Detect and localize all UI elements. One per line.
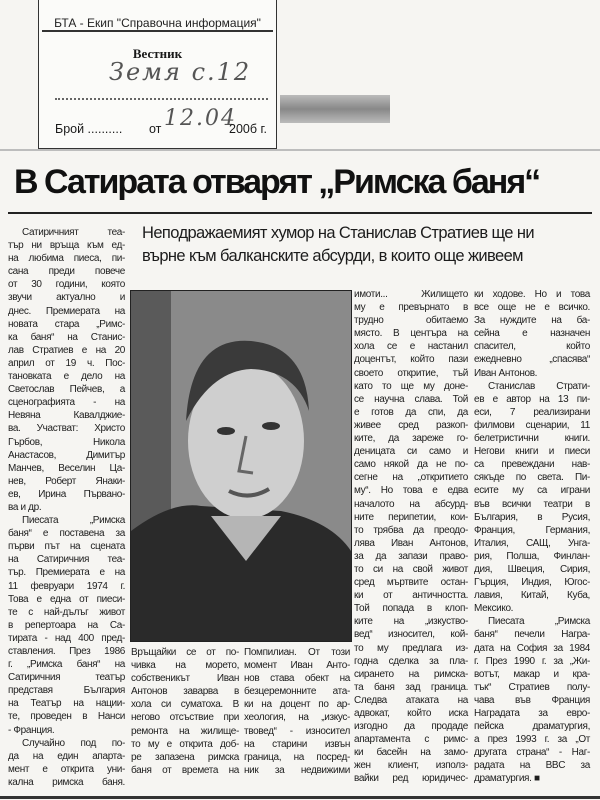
text-line: Случайно под по-	[22, 737, 125, 749]
text-line: Италия, САЩ, Унга-	[474, 537, 590, 549]
text-line: лява Иван Антонов,	[354, 537, 468, 549]
article-column-1	[8, 226, 125, 789]
text-line: ки ходове. Но и това	[474, 289, 590, 300]
text-line: ев, Ирина Първано-	[8, 488, 125, 500]
text-line: да на един апарта-	[8, 750, 125, 762]
text-line: Негови книги и пиеси	[474, 446, 590, 458]
text-line: тановката е дело на	[8, 371, 125, 383]
text-line: от 30 години, която	[8, 279, 125, 291]
text-line: тирата - над 400 пред-	[8, 632, 125, 644]
text-line: рия, Полша, Финлан-	[474, 550, 590, 562]
text-line: те, проведен в Нанси	[8, 711, 125, 723]
subtitle-line: Неподражаемият хумор на Станислав Стратиев ще ни	[142, 224, 534, 242]
text-line: ка баня“ на Станис-	[8, 331, 125, 343]
text-line: тър. Премиерата е на	[8, 567, 125, 579]
text-line: хола си суматоха. В	[131, 699, 239, 711]
text-line: негово отсъствие при	[131, 712, 239, 724]
text-line: то му предлага из-	[354, 642, 468, 654]
text-line: Невяна Кавалджие-	[8, 410, 125, 422]
stamp-newspaper-handwritten: Земя с.12	[109, 58, 252, 86]
text-line: еси, 7 реализирани	[474, 406, 590, 418]
text-line: чава във Франция	[474, 694, 590, 706]
text-line: във всички театри в	[474, 498, 590, 510]
text-line: ките, да зареже го-	[354, 433, 468, 445]
text-line: началото на абсурд-	[354, 498, 468, 510]
text-line: апартамента с римс-	[354, 734, 468, 746]
bta-stamp	[38, 0, 277, 149]
author-photo	[130, 290, 352, 642]
text-line: лав Стратиев е на 20	[8, 344, 125, 356]
text-line: г. През 1990 г. за „Жи-	[474, 655, 590, 667]
text-line: дия, Швеция, Сирия,	[474, 563, 590, 575]
text-line: г. „Римска баня“ на	[8, 659, 125, 671]
text-line: ва и др.	[8, 501, 42, 513]
text-line: днес. Премиерата на	[8, 305, 125, 317]
text-line: те с най-дълъг живот	[8, 606, 125, 618]
text-line: ките на „изкуство-	[354, 616, 468, 628]
text-line: другата страна“ - Наг-	[474, 747, 590, 759]
text-line: сред мъртвите остан-	[354, 577, 468, 589]
text-line: ставления. През 1986	[8, 646, 125, 657]
article-headline: В Сатирата отварят „Римска баня“	[14, 163, 540, 201]
stamp-date-handwritten: 12.04	[164, 106, 237, 131]
text-line: като то ще му доне-	[354, 380, 468, 392]
stamp-newspaper-label: Вестник	[132, 46, 183, 61]
text-line: годна сделка за пла-	[354, 655, 468, 667]
text-line: Пиесата „Римска	[22, 515, 125, 527]
text-line: изгодно да продаде	[354, 721, 468, 733]
text-line: нев, Роберт Янаки-	[8, 475, 125, 487]
text-line: на любима пиеса, пи-	[8, 253, 125, 265]
text-line: е готов да спи, да	[354, 406, 468, 418]
text-line: на Театър на нации-	[8, 698, 125, 710]
text-line: Станислав Страти-	[488, 380, 590, 392]
text-line: сана преди повече	[8, 266, 125, 278]
text-line: баня“ печели Награ-	[474, 629, 590, 641]
text-line: Сатиричният теа-	[22, 227, 125, 238]
text-line: представя България	[8, 685, 125, 697]
text-line: Наградата за евро-	[474, 708, 590, 719]
text-line: тък“ Стратиев полу-	[474, 681, 590, 693]
text-line: За нуждите на ба-	[474, 315, 590, 327]
text-line: момент Иван Анто-	[244, 660, 350, 672]
text-line: - Франция.	[8, 724, 55, 736]
text-line: Антонов заварва в	[131, 686, 239, 698]
text-line: новата стара „Римс-	[8, 318, 125, 330]
text-line: сценографията - на	[8, 397, 125, 409]
text-line: твовед“ - износител	[244, 725, 350, 737]
text-line: в репертоара на Са-	[8, 619, 125, 631]
text-line: Връщайки се от по-	[131, 647, 239, 658]
text-line: Иван Антонов.	[474, 367, 538, 379]
text-line: баня от времета на	[131, 764, 239, 776]
text-line: та баня зад граница.	[354, 681, 468, 693]
text-line: белетристични книги.	[474, 433, 590, 445]
text-line: чивка на морето,	[131, 660, 239, 672]
text-line: Светослав Пейчев, а	[8, 384, 125, 396]
text-line: му“. Но това е едва	[354, 485, 468, 497]
stamp-year: 200б г.	[229, 122, 267, 136]
text-line: хола се е настанил	[354, 341, 468, 353]
text-line: ремонта на жилище-	[131, 725, 239, 737]
text-line: Сатиричния театър	[8, 672, 125, 684]
article-column-3	[244, 646, 350, 777]
text-line: ки басейн на замо-	[354, 747, 468, 759]
text-line: своето откритие, тъй	[354, 367, 468, 379]
text-line: ва. Участват: Христо	[8, 423, 125, 435]
text-line: тър ни връща към ед-	[8, 240, 125, 252]
text-line: Пиесата „Римска	[488, 616, 590, 628]
text-line: баня“ е поставена за	[8, 528, 125, 540]
text-line: Помпилиан. От този	[244, 647, 350, 658]
stamp-divider	[42, 30, 273, 32]
text-line: на старини извън	[244, 738, 350, 750]
text-line: хеология, на „изкус-	[244, 712, 350, 724]
text-line: Франция, Германия,	[474, 524, 590, 536]
stamp-header: БТА - Екип "Справочна информация"	[54, 16, 261, 30]
text-line: то трябва да преодо-	[354, 524, 468, 536]
text-line: филмови сценарии, 11	[474, 419, 590, 431]
article-subtitle	[142, 222, 592, 268]
text-line: ки от античността.	[354, 590, 468, 602]
text-line: ник за недвижими	[244, 764, 350, 776]
text-line: Мексико.	[474, 603, 514, 615]
text-line: жен клиент, използ-	[354, 760, 468, 772]
text-line: място. В центъра на	[354, 328, 468, 340]
text-line: Следва атаката на	[354, 694, 468, 706]
text-line: са превеждани нав-	[474, 459, 590, 471]
text-line: собственикът Иван	[131, 673, 239, 685]
text-line: граница, на посред-	[244, 751, 350, 763]
text-line: Манчев, Веселин Ца-	[8, 462, 125, 474]
text-line: все още не е всичко.	[474, 302, 590, 314]
stamp-dotted-line	[55, 98, 268, 100]
text-line: дата на София за 1984	[474, 642, 590, 654]
text-line: ежедневно „спасява“	[474, 354, 590, 366]
text-line: само някой да не по-	[354, 459, 468, 471]
text-line: имоти... Жилището	[354, 289, 468, 300]
text-line: сейна е назначен	[474, 328, 590, 340]
text-line: ев е автор на 13 пи-	[474, 393, 590, 405]
text-line: то си на свой живот	[354, 563, 468, 575]
text-line: Гърция, Индия, Югос-	[474, 577, 590, 589]
text-line: сирането на римска-	[354, 668, 468, 680]
subtitle-line: върне към балканските абсурди, в които още живеем	[142, 247, 523, 265]
text-line: пейска драматургия,	[474, 721, 590, 733]
text-line: нов става обект на	[244, 673, 350, 685]
text-line: деницата си само и	[354, 446, 468, 458]
text-line: Той попада в клоп-	[354, 603, 468, 615]
portrait-image	[131, 291, 351, 641]
text-line: а през 1993 г. за „От	[474, 734, 590, 746]
text-line: есите му са играни	[474, 485, 590, 497]
scan-shadow	[280, 95, 390, 123]
scan-edge-line	[0, 149, 600, 151]
text-line: трудно обитаемо	[354, 315, 468, 327]
bottom-rule	[0, 796, 600, 799]
text-line: България, в Русия,	[474, 511, 590, 523]
text-line: спасител, който	[474, 341, 590, 353]
text-line: 11 февруари 1974 г.	[8, 580, 125, 592]
text-line: драматургия. ■	[474, 773, 540, 785]
text-line: Гърбов, Никола	[8, 436, 125, 448]
text-line: Анастасов, Димитър	[8, 449, 125, 461]
text-line: сегне на „откритието	[354, 472, 468, 484]
headline-rule	[8, 212, 592, 214]
text-line: адвокат, който иска	[354, 708, 468, 719]
text-line: април от 19 ч. Пос-	[8, 357, 125, 369]
text-line: лавия, Китай, Куба,	[474, 590, 590, 602]
text-line: вотът, макар и кра-	[474, 668, 590, 680]
text-line: вайки ред юридичес-	[354, 773, 468, 785]
text-line: вед“ износител, кой-	[354, 629, 468, 641]
text-line: мент е открита уни-	[8, 763, 125, 775]
text-line: ните перипетии, кои-	[354, 511, 468, 523]
text-line: ре запазена римска	[131, 751, 239, 763]
text-line: радата на BBC за	[474, 760, 590, 772]
text-line: на Сатиричния теа-	[8, 554, 125, 566]
text-line: за да запази право-	[354, 550, 468, 562]
article-column-5	[474, 288, 590, 786]
text-line: живее сред разкоп-	[354, 419, 468, 431]
stamp-issue-label: Брой ..........	[55, 122, 123, 136]
text-line: ки на доцент по ар-	[244, 699, 350, 711]
text-line: Това е една от пиеси-	[8, 593, 125, 605]
text-line: то му е открита доб-	[131, 738, 239, 750]
article-column-2	[131, 646, 239, 777]
text-line: безцеремонните ата-	[244, 686, 350, 698]
text-line: първи път на сцената	[8, 541, 125, 553]
stamp-from-label: от	[149, 122, 162, 136]
text-line: сякъде по света. Пи-	[474, 472, 590, 484]
text-line: доцентът, който пази	[354, 354, 468, 366]
text-line: се научна слава. Той	[354, 393, 468, 405]
article-column-4	[354, 288, 468, 786]
text-line: му е превърнато в	[354, 302, 468, 314]
text-line: кална римска баня.	[8, 776, 125, 788]
text-line: звучи актуално и	[8, 292, 125, 304]
